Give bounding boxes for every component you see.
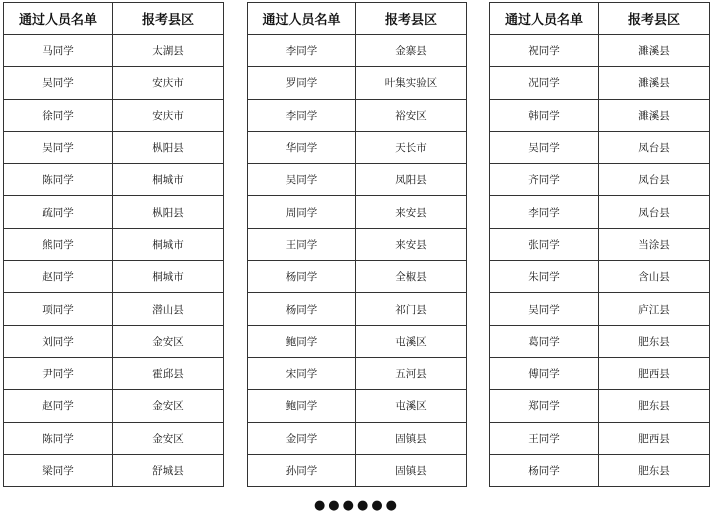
district-cell: 濉溪县	[599, 67, 710, 99]
district-cell: 五河县	[356, 357, 467, 389]
candidate-name-cell: 鲍同学	[248, 390, 356, 422]
table-row	[4, 454, 224, 486]
table-row	[248, 390, 467, 422]
candidate-name-cell: 朱同学	[490, 261, 599, 293]
candidate-name-cell: 吴同学	[4, 131, 113, 163]
table-row	[248, 196, 467, 228]
district-cell: 安庆市	[113, 99, 224, 131]
district-cell: 枞阳县	[113, 131, 224, 163]
district-cell: 桐城市	[113, 164, 224, 196]
district-cell: 固镇县	[356, 422, 467, 454]
table-row	[248, 422, 467, 454]
table-row	[490, 357, 710, 389]
district-cell: 肥西县	[599, 357, 710, 389]
table-row	[490, 228, 710, 260]
table-header	[4, 3, 224, 35]
district-cell: 金安区	[113, 422, 224, 454]
candidate-name-cell: 疏同学	[4, 196, 113, 228]
table-body	[248, 35, 467, 487]
candidate-name-cell: 王同学	[248, 228, 356, 260]
candidate-name-cell: 梁同学	[4, 454, 113, 486]
table-row	[4, 99, 224, 131]
table-row	[248, 35, 467, 67]
table-row	[490, 35, 710, 67]
table-row	[248, 99, 467, 131]
district-cell: 桐城市	[113, 261, 224, 293]
district-cell: 濉溪县	[599, 99, 710, 131]
district-cell: 肥东县	[599, 390, 710, 422]
district-cell: 潜山县	[113, 293, 224, 325]
candidate-name-cell: 赵同学	[4, 390, 113, 422]
candidate-name-cell: 王同学	[490, 422, 599, 454]
district-cell: 叶集实验区	[356, 67, 467, 99]
candidate-name-cell: 李同学	[490, 196, 599, 228]
candidate-name-cell: 吴同学	[490, 293, 599, 325]
table-row	[248, 357, 467, 389]
candidate-name-cell: 齐同学	[490, 164, 599, 196]
table-row	[490, 261, 710, 293]
district-cell: 舒城县	[113, 454, 224, 486]
roster-table-1	[3, 2, 224, 487]
table-row	[248, 164, 467, 196]
table-row	[4, 293, 224, 325]
table-row	[490, 67, 710, 99]
table-row	[4, 261, 224, 293]
roster-table-2	[247, 2, 467, 487]
table-row	[4, 67, 224, 99]
header-district: 报考县区	[599, 3, 710, 35]
district-cell: 凤台县	[599, 164, 710, 196]
table-row	[248, 67, 467, 99]
district-cell: 金寨县	[356, 35, 467, 67]
candidate-name-cell: 吴同学	[248, 164, 356, 196]
district-cell: 金安区	[113, 390, 224, 422]
district-cell: 肥东县	[599, 325, 710, 357]
candidate-name-cell: 吴同学	[4, 67, 113, 99]
table-row	[248, 261, 467, 293]
district-cell: 肥西县	[599, 422, 710, 454]
district-cell: 固镇县	[356, 454, 467, 486]
district-cell: 来安县	[356, 196, 467, 228]
candidate-name-cell: 陈同学	[4, 164, 113, 196]
district-cell: 凤台县	[599, 131, 710, 163]
candidate-name-cell: 华同学	[248, 131, 356, 163]
district-cell: 霍邱县	[113, 357, 224, 389]
table-row	[490, 325, 710, 357]
candidate-name-cell: 杨同学	[490, 454, 599, 486]
candidate-name-cell: 陈同学	[4, 422, 113, 454]
candidate-name-cell: 赵同学	[4, 261, 113, 293]
table-row	[490, 196, 710, 228]
candidate-name-cell: 傅同学	[490, 357, 599, 389]
table-row	[490, 454, 710, 486]
table-body	[4, 35, 224, 487]
candidate-name-cell: 金同学	[248, 422, 356, 454]
table-row	[490, 422, 710, 454]
candidate-name-cell: 尹同学	[4, 357, 113, 389]
table-row	[248, 293, 467, 325]
district-cell: 凤台县	[599, 196, 710, 228]
candidate-name-cell: 熊同学	[4, 228, 113, 260]
header-name: 通过人员名单	[490, 3, 599, 35]
roster-table-3	[489, 2, 710, 487]
table-header	[248, 3, 467, 35]
candidate-name-cell: 马同学	[4, 35, 113, 67]
candidate-name-cell: 项同学	[4, 293, 113, 325]
table-row	[4, 325, 224, 357]
header-name: 通过人员名单	[248, 3, 356, 35]
district-cell: 祁门县	[356, 293, 467, 325]
district-cell: 全椒县	[356, 261, 467, 293]
table-row	[248, 228, 467, 260]
candidate-name-cell: 宋同学	[248, 357, 356, 389]
district-cell: 安庆市	[113, 67, 224, 99]
table-row	[248, 131, 467, 163]
district-cell: 天长市	[356, 131, 467, 163]
table-row	[4, 196, 224, 228]
table-row	[248, 454, 467, 486]
district-cell: 屯溪区	[356, 390, 467, 422]
district-cell: 裕安区	[356, 99, 467, 131]
district-cell: 枞阳县	[113, 196, 224, 228]
district-cell: 凤阳县	[356, 164, 467, 196]
table-row	[4, 228, 224, 260]
candidate-name-cell: 杨同学	[248, 293, 356, 325]
table-row	[4, 390, 224, 422]
table-row	[490, 164, 710, 196]
district-cell: 来安县	[356, 228, 467, 260]
candidate-name-cell: 周同学	[248, 196, 356, 228]
candidate-name-cell: 郑同学	[490, 390, 599, 422]
district-cell: 肥东县	[599, 454, 710, 486]
table-row	[4, 357, 224, 389]
table-row	[490, 293, 710, 325]
district-cell: 庐江县	[599, 293, 710, 325]
table-row	[4, 131, 224, 163]
candidate-name-cell: 罗同学	[248, 67, 356, 99]
table-row	[248, 325, 467, 357]
table-row	[4, 164, 224, 196]
table-row	[4, 35, 224, 67]
candidate-name-cell: 韩同学	[490, 99, 599, 131]
candidate-name-cell: 李同学	[248, 35, 356, 67]
candidate-name-cell: 张同学	[490, 228, 599, 260]
candidate-name-cell: 鲍同学	[248, 325, 356, 357]
header-row	[248, 3, 467, 35]
table-body	[490, 35, 710, 487]
candidate-name-cell: 葛同学	[490, 325, 599, 357]
candidate-name-cell: 李同学	[248, 99, 356, 131]
header-row	[490, 3, 710, 35]
candidate-name-cell: 孙同学	[248, 454, 356, 486]
candidate-name-cell: 徐同学	[4, 99, 113, 131]
district-cell: 含山县	[599, 261, 710, 293]
header-name: 通过人员名单	[4, 3, 113, 35]
district-cell: 太湖县	[113, 35, 224, 67]
district-cell: 濉溪县	[599, 35, 710, 67]
header-district: 报考县区	[356, 3, 467, 35]
table-row	[490, 99, 710, 131]
candidate-name-cell: 刘同学	[4, 325, 113, 357]
district-cell: 桐城市	[113, 228, 224, 260]
candidate-name-cell: 吴同学	[490, 131, 599, 163]
district-cell: 屯溪区	[356, 325, 467, 357]
header-row	[4, 3, 224, 35]
continuation-ellipsis: ●●●●●●	[313, 498, 401, 513]
district-cell: 当涂县	[599, 228, 710, 260]
table-header	[490, 3, 710, 35]
header-district: 报考县区	[113, 3, 224, 35]
district-cell: 金安区	[113, 325, 224, 357]
table-row	[490, 390, 710, 422]
candidate-name-cell: 杨同学	[248, 261, 356, 293]
table-row	[4, 422, 224, 454]
candidate-name-cell: 祝同学	[490, 35, 599, 67]
candidate-name-cell: 况同学	[490, 67, 599, 99]
table-row	[490, 131, 710, 163]
